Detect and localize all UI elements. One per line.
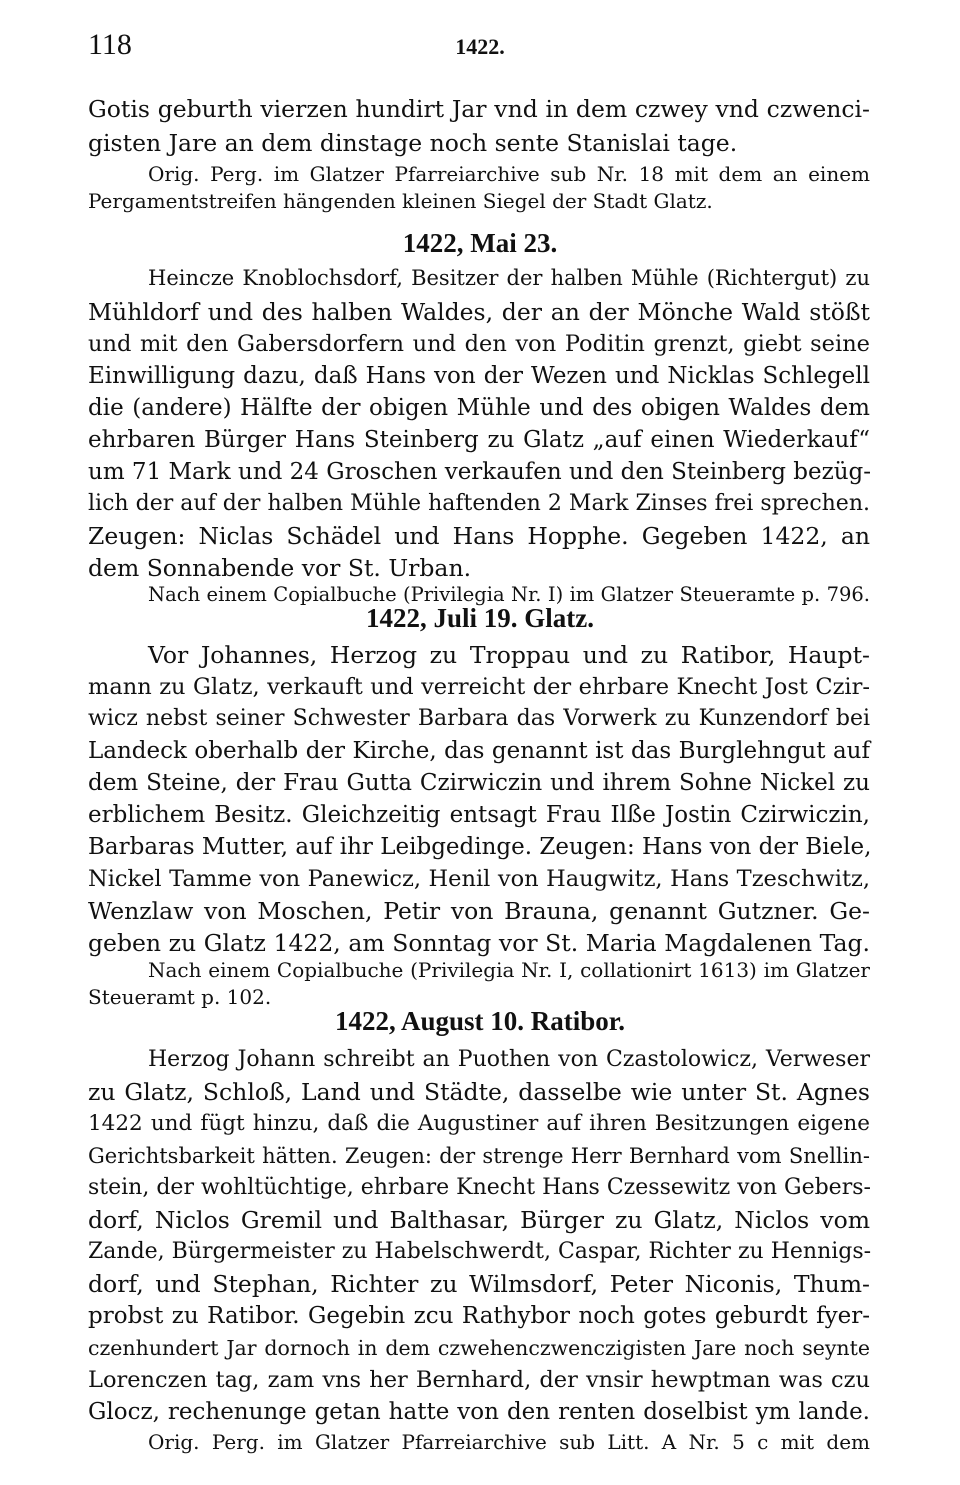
running-head: 1422. — [455, 34, 505, 59]
text-line: ehrbaren Bürger Hans Steinberg zu Glatz „auf einen Wiederkauf“ — [88, 427, 870, 453]
text-line: Gotis geburth vierzen hundirt Jar vnd in dem czwey vnd czwenci- — [88, 95, 870, 123]
text-line: Zande, Bürgermeister zu Habelschwerdt, Caspar, Richter zu Hennigs- — [88, 1239, 872, 1264]
text-line: Landeck oberhalb der Kirche, das genannt ist das Burglehngut auf — [88, 738, 870, 764]
text-line: dem Sonnabende vor St. Urban. — [88, 554, 472, 582]
section-heading: 1422, Mai 23. — [402, 228, 558, 258]
section-heading: 1422, August 10. Ratibor. — [334, 1006, 626, 1036]
footnote-line: Orig. Perg. im Glatzer Pfarreiarchive sub Litt. A Nr. 5 c mit dem — [148, 1430, 870, 1454]
text-line: und mit den Gabersdorfern und den von Poditin grenzt, giebt seine — [88, 331, 870, 357]
page-number: 118 — [88, 28, 132, 61]
text-line: Wenzlaw von Moschen, Petir von Brauna, genannt Gutzner. Ge- — [88, 897, 870, 925]
footnote-line: Orig. Perg. im Glatzer Pfarreiarchive sub Nr. 18 mit dem an einem — [148, 162, 870, 186]
text-line: Barbaras Mutter, auf ihr Leibgedinge. Zeugen: Hans von der Biele, — [88, 834, 872, 860]
text-line: Zeugen: Niclas Schädel und Hans Hopphe. Gegeben 1422, an — [88, 522, 870, 550]
text-line: Einwilligung dazu, daß Hans von der Wezen und Nicklas Schlegell — [88, 363, 870, 389]
text-line: Herzog Johann schreibt an Puothen von Czastolowicz, Verweser — [148, 1047, 870, 1072]
text-line: Nickel Tamme von Panewicz, Henil von Haugwitz, Hans Tzeschwitz, — [88, 866, 870, 892]
text-line: dem Steine, der Frau Gutta Czirwiczin und ihrem Sohne Nickel zu — [88, 770, 870, 796]
text-line: um 71 Mark und 24 Groschen verkaufen und den Steinberg bezüg- — [88, 459, 872, 485]
text-line: Glocz, rechenunge getan hatte von den renten doselbist ym lande. — [88, 1399, 870, 1425]
text-line: wicz nebst seiner Schwester Barbara das Vorwerk zu Kunzendorf bei — [88, 706, 870, 731]
text-line: die (andere) Hälfte der obigen Mühle und des obigen Waldes dem — [88, 395, 870, 421]
text-line: geben zu Glatz 1422, am Sonntag vor St. Maria Magdalenen Tag. — [88, 929, 870, 957]
text-line: Gerichtsbarkeit hätten. Zeugen: der strenge Herr Bernhard vom Snellin- — [88, 1144, 870, 1168]
text-line: mann zu Glatz, verkauft und verreicht der ehrbare Knecht Jost Czir- — [88, 674, 870, 700]
footnote-line: Steueramt p. 102. — [88, 985, 272, 1009]
text-line: Lorenczen tag, zam vns her Bernhard, der vnsir hewptman was czu — [88, 1367, 870, 1393]
text-line: probst zu Ratibor. Gegebin zcu Rathybor noch gotes geburdt fyer- — [88, 1303, 870, 1329]
text-line: Heincze Knoblochsdorf, Besitzer der halben Mühle (Richtergut) zu — [148, 266, 870, 290]
text-line: dorf, Niclos Gremil und Balthasar, Bürger zu Glatz, Niclos vom — [88, 1206, 870, 1234]
text-line: stein, der wohltüchtige, ehrbare Knecht Hans Czessewitz von Gebers- — [88, 1175, 871, 1200]
text-line: dorf, und Stephan, Richter zu Wilmsdorf, Peter Niconis, Thum- — [88, 1270, 870, 1298]
footnote-line: Nach einem Copialbuche (Privilegia Nr. I, collationirt 1613) im Glatzer — [148, 958, 870, 982]
section-heading: 1422, Juli 19. Glatz. — [366, 603, 594, 633]
text-line: Mühldorf und des halben Waldes, der an der Mönche Wald stößt — [88, 298, 870, 326]
footnote-line: Pergamentstreifen hängenden kleinen Siegel der Stadt Glatz. — [88, 189, 713, 213]
text-line: zu Glatz, Schloß, Land und Städte, dasselbe wie unter St. Agnes — [88, 1078, 870, 1106]
footnote-line: Nach einem Copialbuche (Privilegia Nr. I) im Glatzer Steueramte p. 796. — [148, 583, 870, 606]
text-line: erblichem Besitz. Gleichzeitig entsagt Frau Ilße Jostin Czirwiczin, — [88, 802, 870, 828]
text-line: lich der auf der halben Mühle haftenden 2 Mark Zinses frei sprechen. — [88, 491, 870, 516]
text-line: 1422 und fügt hinzu, daß die Augustiner auf ihren Besitzungen eigene — [88, 1111, 870, 1136]
text-line: Vor Johannes, Herzog zu Troppau und zu Ratibor, Haupt- — [148, 641, 870, 669]
text-line: gisten Jare an dem dinstage noch sente Stanislai tage. — [88, 129, 738, 157]
text-line: czenhundert Jar dornoch in dem czwehenczwenczigisten Jare noch seynte — [88, 1336, 870, 1360]
